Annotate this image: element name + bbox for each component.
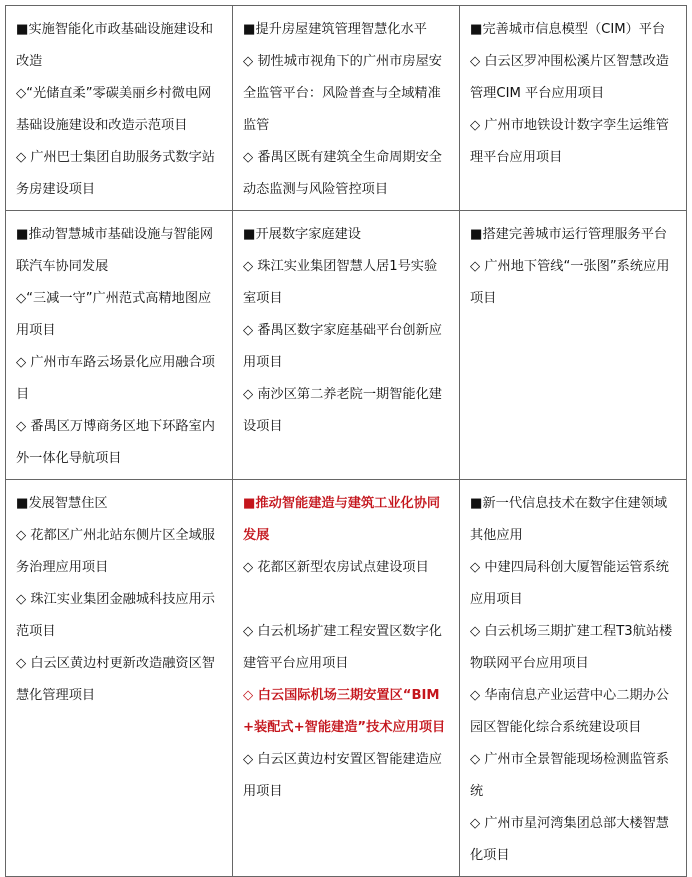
project-item: ◇ 花都区新型农房试点建设项目 xyxy=(243,560,429,575)
category-heading: ■发展智慧住区 xyxy=(16,496,108,511)
table-row xyxy=(6,211,687,480)
project-item: ◇ 花都区广州北站东侧片区全域服务治理应用项目 xyxy=(16,528,215,575)
project-item: ◇ 白云区黄边村安置区智能建造应用项目 xyxy=(243,752,442,799)
category-heading: ■提升房屋建筑管理智慧化水平 xyxy=(243,22,427,37)
project-item: ◇“光储直柔”零碳美丽乡村微电网基础设施建设和改造示范项目 xyxy=(16,86,212,133)
category-heading: ■新一代信息技术在数字住建领域其他应用 xyxy=(470,496,668,543)
category-cell-city-operations xyxy=(460,211,687,480)
project-item: ◇ 白云机场扩建工程安置区数字化建管平台应用项目 xyxy=(243,624,442,671)
project-item: ◇ 广州市地铁设计数字孪生运维管理平台应用项目 xyxy=(470,118,669,165)
category-cell-connected-vehicles xyxy=(6,211,233,480)
table-row xyxy=(6,6,687,211)
category-cell-smart-community xyxy=(6,480,233,877)
project-item-highlighted: ◇ 白云国际机场三期安置区“BIM+装配式+智能建造”技术应用项目 xyxy=(243,688,446,735)
projects-table xyxy=(5,5,687,877)
project-item: ◇ 南沙区第二养老院一期智能化建设项目 xyxy=(243,387,442,434)
category-heading: ■推动智慧城市基础设施与智能网联汽车协同发展 xyxy=(16,227,214,274)
project-item: ◇ 广州市车路云场景化应用融合项目 xyxy=(16,355,215,402)
project-item: ◇ 番禺区万博商务区地下环路室内外一体化导航项目 xyxy=(16,419,215,466)
project-item: ◇ 中建四局科创大厦智能运管系统应用项目 xyxy=(470,560,669,607)
project-item: ◇ 广州市全景智能现场检测监管系统 xyxy=(470,752,669,799)
category-cell-cim-platform xyxy=(460,6,687,211)
category-cell-intelligent-construction xyxy=(233,480,460,877)
project-item: ◇ 广州巴士集团自助服务式数字站务房建设项目 xyxy=(16,150,215,197)
project-item: ◇ 珠江实业集团智慧人居1号实验室项目 xyxy=(243,259,438,306)
category-cell-municipal-infrastructure xyxy=(6,6,233,211)
category-heading: ■开展数字家庭建设 xyxy=(243,227,361,242)
project-item: ◇ 华南信息产业运营中心二期办公园区智能化综合系统建设项目 xyxy=(470,688,669,735)
category-heading: ■完善城市信息模型（CIM）平台 xyxy=(470,22,666,37)
category-cell-digital-home xyxy=(233,211,460,480)
project-item: ◇ 白云区罗冲围松溪片区智慧改造管理CIM 平台应用项目 xyxy=(470,54,669,101)
project-item: ◇ 珠江实业集团金融城科技应用示范项目 xyxy=(16,592,215,639)
project-item: ◇ 韧性城市视角下的广州市房屋安全监管平台：风险普查与全域精准监管 xyxy=(243,54,442,133)
project-item: ◇ 白云区黄边村更新改造融资区智慧化管理项目 xyxy=(16,656,215,703)
project-item: ◇ 番禺区既有建筑全生命周期安全动态监测与风险管控项目 xyxy=(243,150,442,197)
blank-line xyxy=(243,584,449,616)
category-cell-building-management xyxy=(233,6,460,211)
category-heading-highlighted: ■推动智能建造与建筑工业化协同发展 xyxy=(243,496,441,543)
project-item: ◇ 广州地下管线“一张图”系统应用项目 xyxy=(470,259,670,306)
category-cell-new-it-applications xyxy=(460,480,687,877)
category-heading: ■实施智能化市政基础设施建设和改造 xyxy=(16,22,214,69)
project-item: ◇ 番禺区数字家庭基础平台创新应用项目 xyxy=(243,323,442,370)
project-item: ◇ 广州市星河湾集团总部大楼智慧化项目 xyxy=(470,816,669,863)
table-row xyxy=(6,480,687,877)
category-heading: ■搭建完善城市运行管理服务平台 xyxy=(470,227,668,242)
project-item: ◇ 白云机场三期扩建工程T3航站楼物联网平台应用项目 xyxy=(470,624,673,671)
project-item: ◇“三减一守”广州范式高精地图应用项目 xyxy=(16,291,212,338)
